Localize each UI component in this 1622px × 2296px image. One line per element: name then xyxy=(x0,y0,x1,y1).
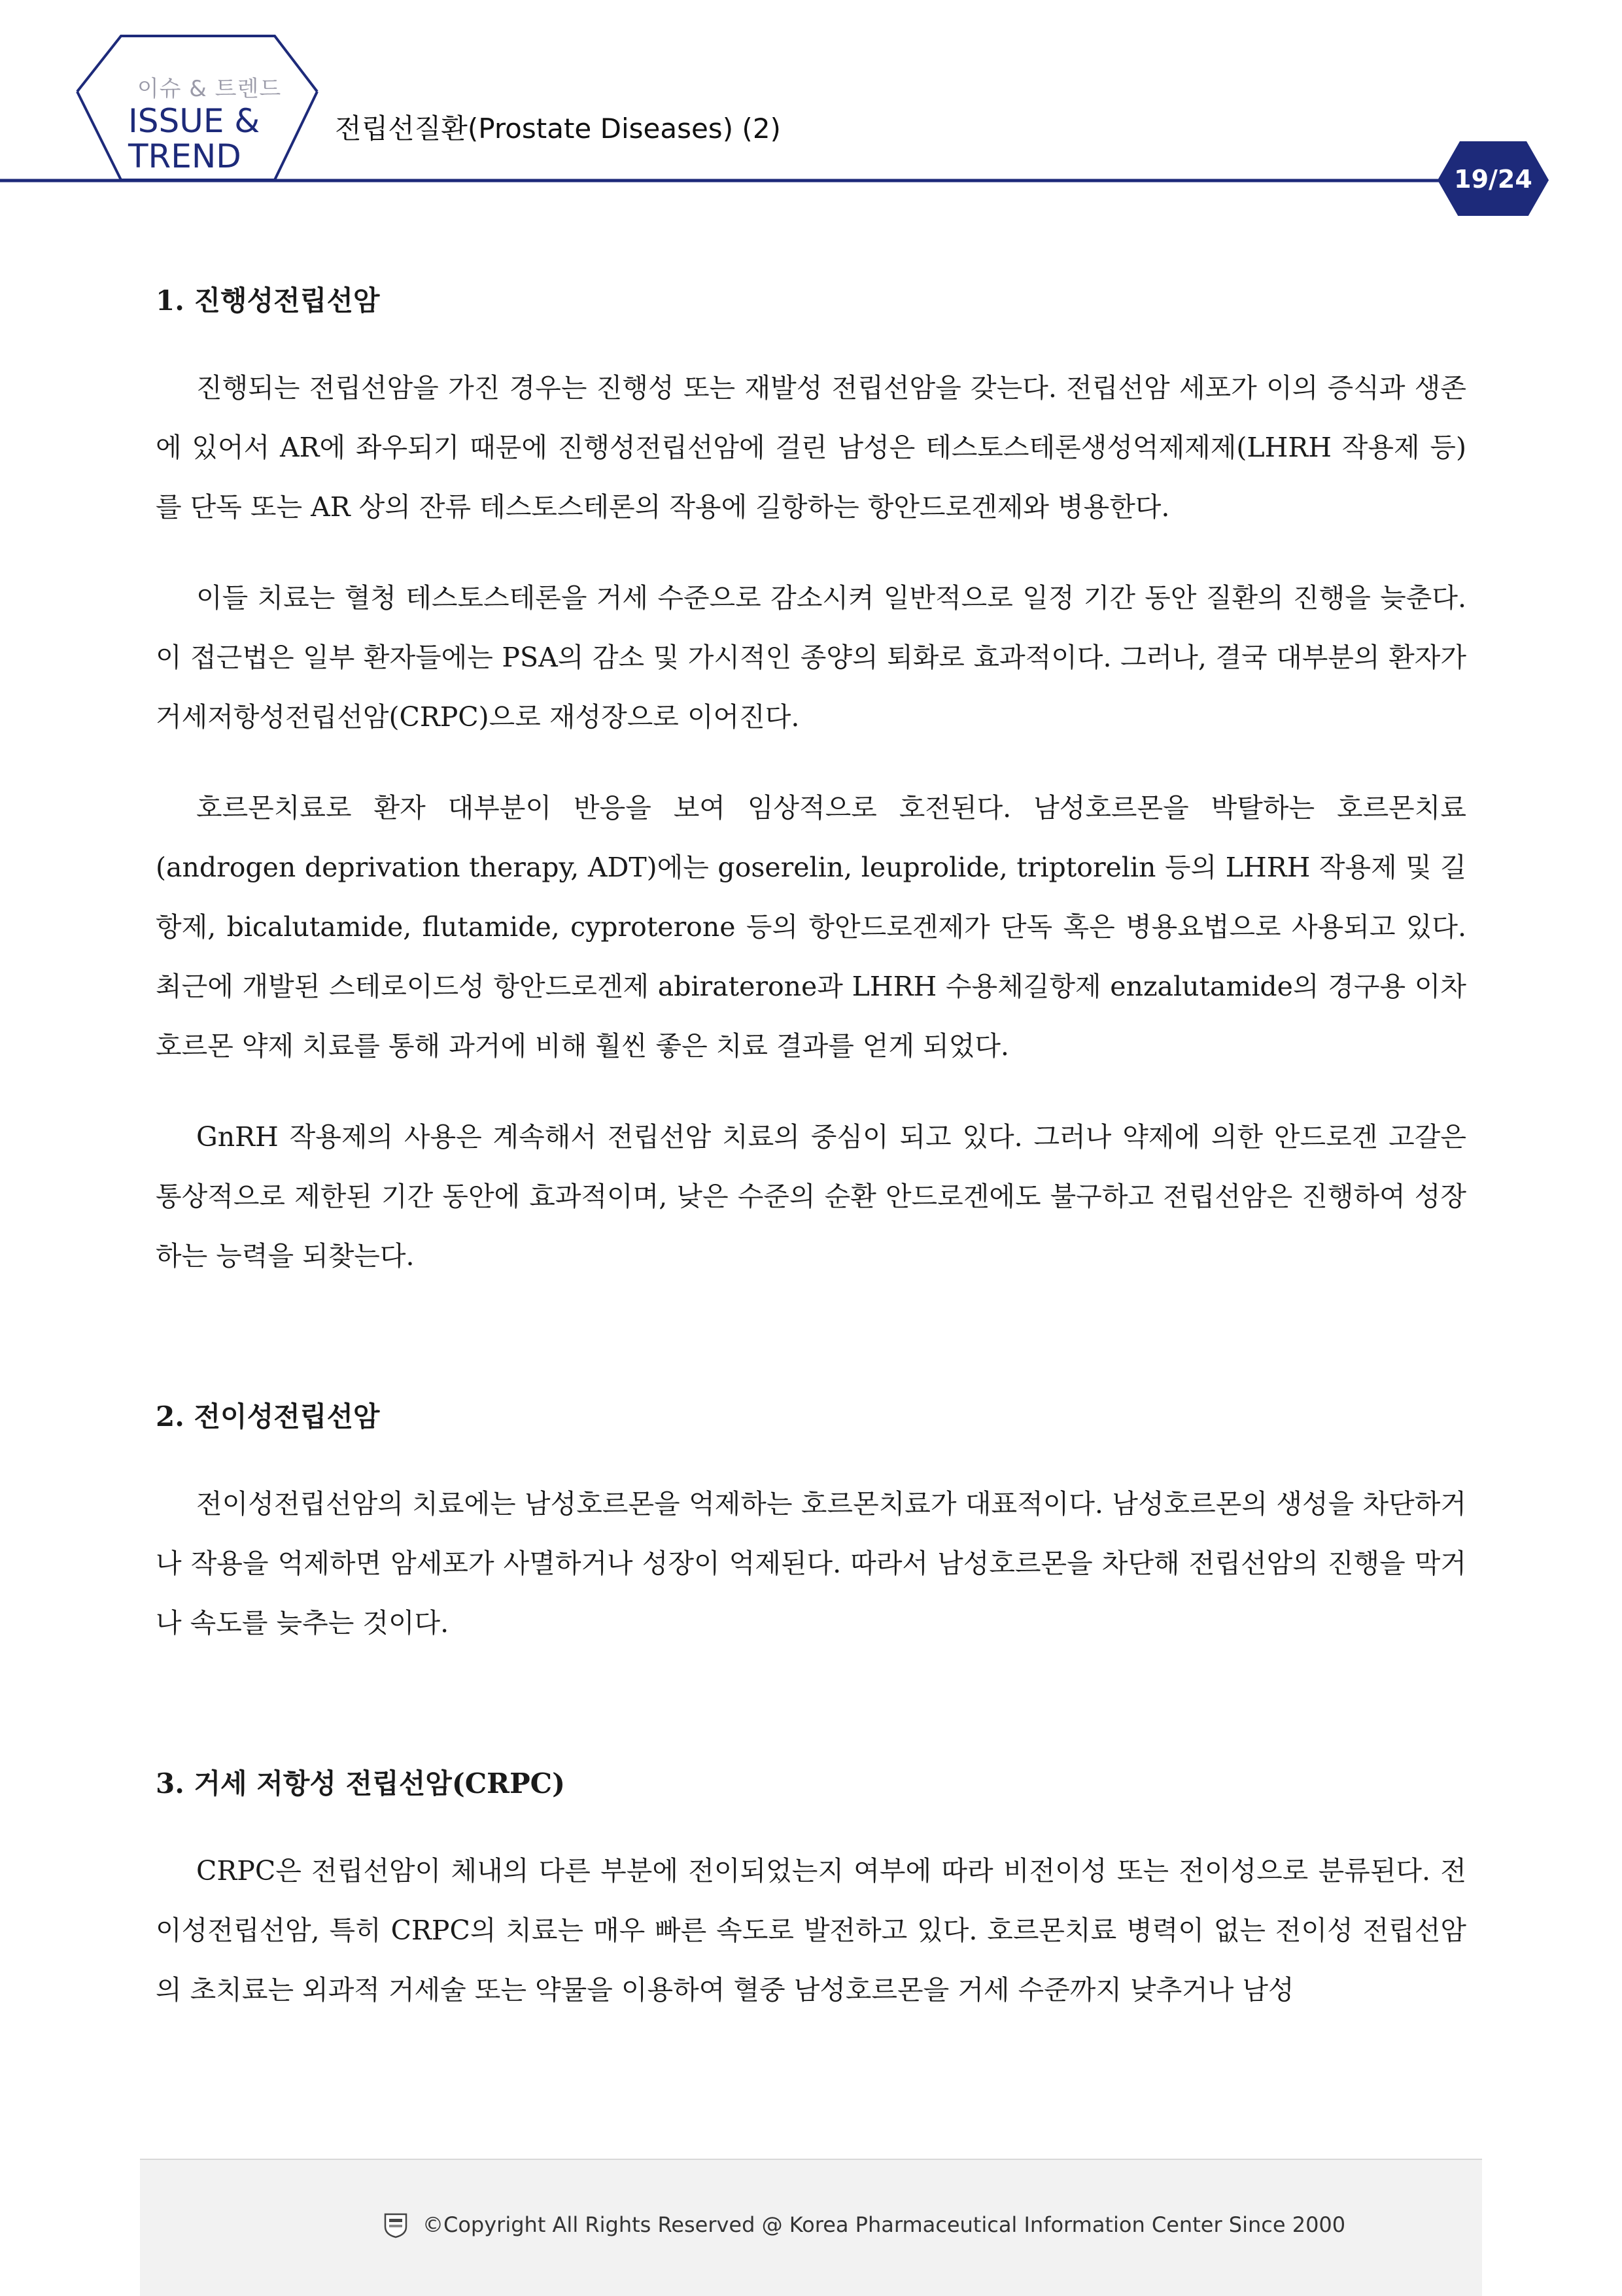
badge-line-2: TREND xyxy=(128,137,241,175)
badge-line-1: ISSUE & xyxy=(128,102,260,140)
paragraph: 전이성전립선암의 치료에는 남성호르몬을 억제하는 호르몬치료가 대표적이다. 남성호르몬의 생성을 차단하거나 작용을 억제하면 암세포가 사멸하거나 성장이 억제된다. 따라서 남성호르몬을 차단해 전립선암의 진행을 막거나 속도를 늦추는 것이다. xyxy=(156,1488,1466,1639)
shield-logo-icon xyxy=(383,2212,408,2238)
page-header xyxy=(0,0,1622,216)
page-title: 전립선질환(Prostate Diseases) (2) xyxy=(335,113,781,145)
paragraph: 이들 치료는 혈청 테스토스테론을 거세 수준으로 감소시켜 일반적으로 일정 기간 동안 질환의 진행을 늦춘다. 이 접근법은 일부 환자들에는 PSA의 감소 및 가시적인 종양의 퇴화로 효과적이다. 그러나, 결국 대부분의 환자가 거세저항성전립선암(CRPC)으로 재성장으로 이어진다. xyxy=(156,582,1466,733)
section-title: 2. 전이성전립선암 xyxy=(156,1400,380,1433)
section-title: 3. 거세 저항성 전립선암(CRPC) xyxy=(156,1767,565,1800)
paragraph: 호르몬치료로 환자 대부분이 반응을 보여 임상적으로 호전된다. 남성호르몬을 박탈하는 호르몬치료(androgen deprivation therapy, ADT)에는 goserelin, leuprolide, triptorelin 등의 LHRH 작용제 및 길항제, bicalutamide, flutamide, cyproterone 등의 항안드로겐제가 단독 혹은 병용요법으로 사용되고 있다. 최근에 개발된 스테로이드성 항안드로겐제 abiraterone과 LHRH 수용체길항제 enzalutamide의 경구용 이차 호르몬 약제 치료를 통해 과거에 비해 훨씬 좋은 치료 결과를 얻게 되었다. xyxy=(156,792,1466,1062)
badge-korean-label: 이슈 & 트렌드 xyxy=(137,76,282,102)
page-footer xyxy=(140,2159,1482,2296)
paragraph: GnRH 작용제의 사용은 계속해서 전립선암 치료의 중심이 되고 있다. 그러나 약제에 의한 안드로겐 고갈은 통상적으로 제한된 기간 동안에 효과적이며, 낮은 수준의 순환 안드로겐에도 불구하고 전립선암은 진행하여 성장하는 능력을 되찾는다. xyxy=(156,1121,1466,1272)
document-body xyxy=(156,275,1466,2020)
copyright-text: ©Copyright All Rights Reserved @ Korea Pharmaceutical Information Center Since 2000 xyxy=(423,2212,1346,2237)
section-title: 1. 진행성전립선암 xyxy=(156,285,380,317)
page-number: 19/24 xyxy=(1454,165,1532,194)
paragraph: CRPC은 전립선암이 체내의 다른 부분에 전이되었는지 여부에 따라 비전이성 또는 전이성으로 분류된다. 전이성전립선암, 특히 CRPC의 치료는 매우 빠른 속도로 발전하고 있다. 호르몬치료 병력이 없는 전이성 전립선암의 초치료는 외과적 거세술 또는 약물을 이용하여 혈중 남성호르몬을 거세 수준까지 낮추거나 남성 xyxy=(156,1855,1466,2006)
badge-issue-trend xyxy=(128,103,292,174)
paragraph: 진행되는 전립선암을 가진 경우는 진행성 또는 재발성 전립선암을 갖는다. 전립선암 세포가 이의 증식과 생존에 있어서 AR에 좌우되기 때문에 진행성전립선암에 걸린 남성은 테스토스테론생성억제제제(LHRH 작용제 등)를 단독 또는 AR 상의 잔류 테스토스테론의 작용에 길항하는 항안드로겐제와 병용한다. xyxy=(156,372,1466,523)
